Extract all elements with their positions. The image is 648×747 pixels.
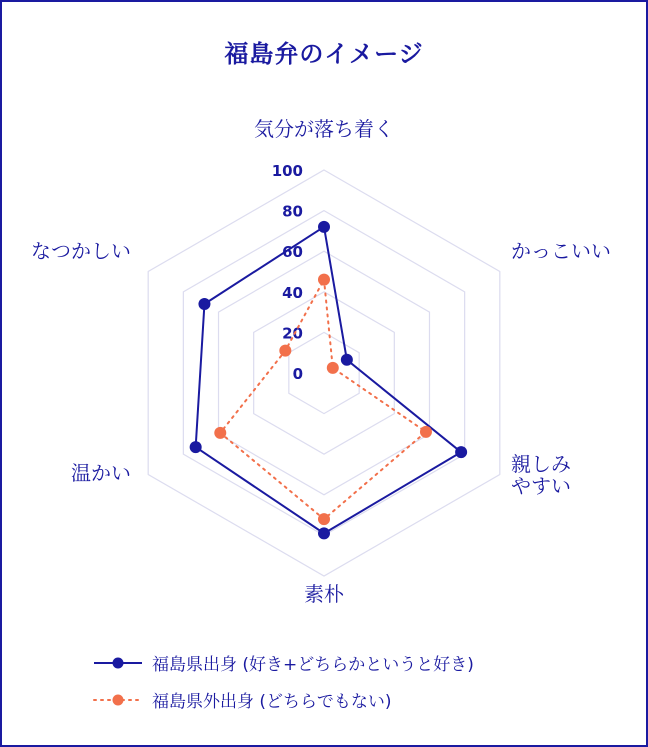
series-1-point-2	[455, 446, 467, 458]
legend-item-series1	[92, 650, 474, 675]
axis-label-nostalgic: なつかしい	[31, 239, 131, 263]
series-2-point-5	[279, 345, 291, 357]
tick-label-60: 60	[282, 243, 303, 262]
grid-ring-80	[183, 211, 464, 536]
series-line-1	[196, 227, 461, 534]
legend-label-series1: 福島県出身 (好き+どちらかというと好き)	[152, 655, 474, 675]
grid-ring-40	[254, 292, 395, 454]
series-2-point-4	[214, 427, 226, 439]
axis-label-cool: かっこいい	[511, 239, 611, 263]
tick-label-80: 80	[282, 202, 303, 221]
legend-item-series2	[92, 687, 392, 712]
legend-label-series2: 福島県外出身 (どちらでもない)	[152, 692, 392, 712]
series-1-point-5	[198, 298, 210, 310]
series-1-point-1	[341, 354, 353, 366]
series-1-point-3	[318, 527, 330, 539]
axis-label-relax: 気分が落ち着く	[254, 117, 394, 141]
tick-label-20: 20	[282, 324, 303, 343]
legend-swatch-solid	[92, 655, 144, 671]
series-1-point-0	[318, 221, 330, 233]
axis-label-friendly	[511, 453, 591, 497]
series-2-point-3	[318, 513, 330, 525]
axis-label-friendly-line2: やすい	[511, 474, 571, 498]
chart-title: 福島弁のイメージ	[224, 40, 424, 68]
axis-label-warm: 温かい	[71, 461, 131, 485]
series-2-point-0	[318, 274, 330, 286]
tick-label-40: 40	[282, 283, 303, 302]
series-2-point-1	[327, 362, 339, 374]
tick-label-100: 100	[271, 162, 303, 180]
axis-label-friendly-line1: 親しみ	[511, 452, 571, 476]
legend-swatch-dotted	[92, 692, 144, 708]
series-1-point-4	[190, 441, 202, 453]
series-2-point-2	[420, 426, 432, 438]
axis-label-simple: 素朴	[304, 582, 344, 606]
tick-label-0: 0	[292, 365, 303, 383]
